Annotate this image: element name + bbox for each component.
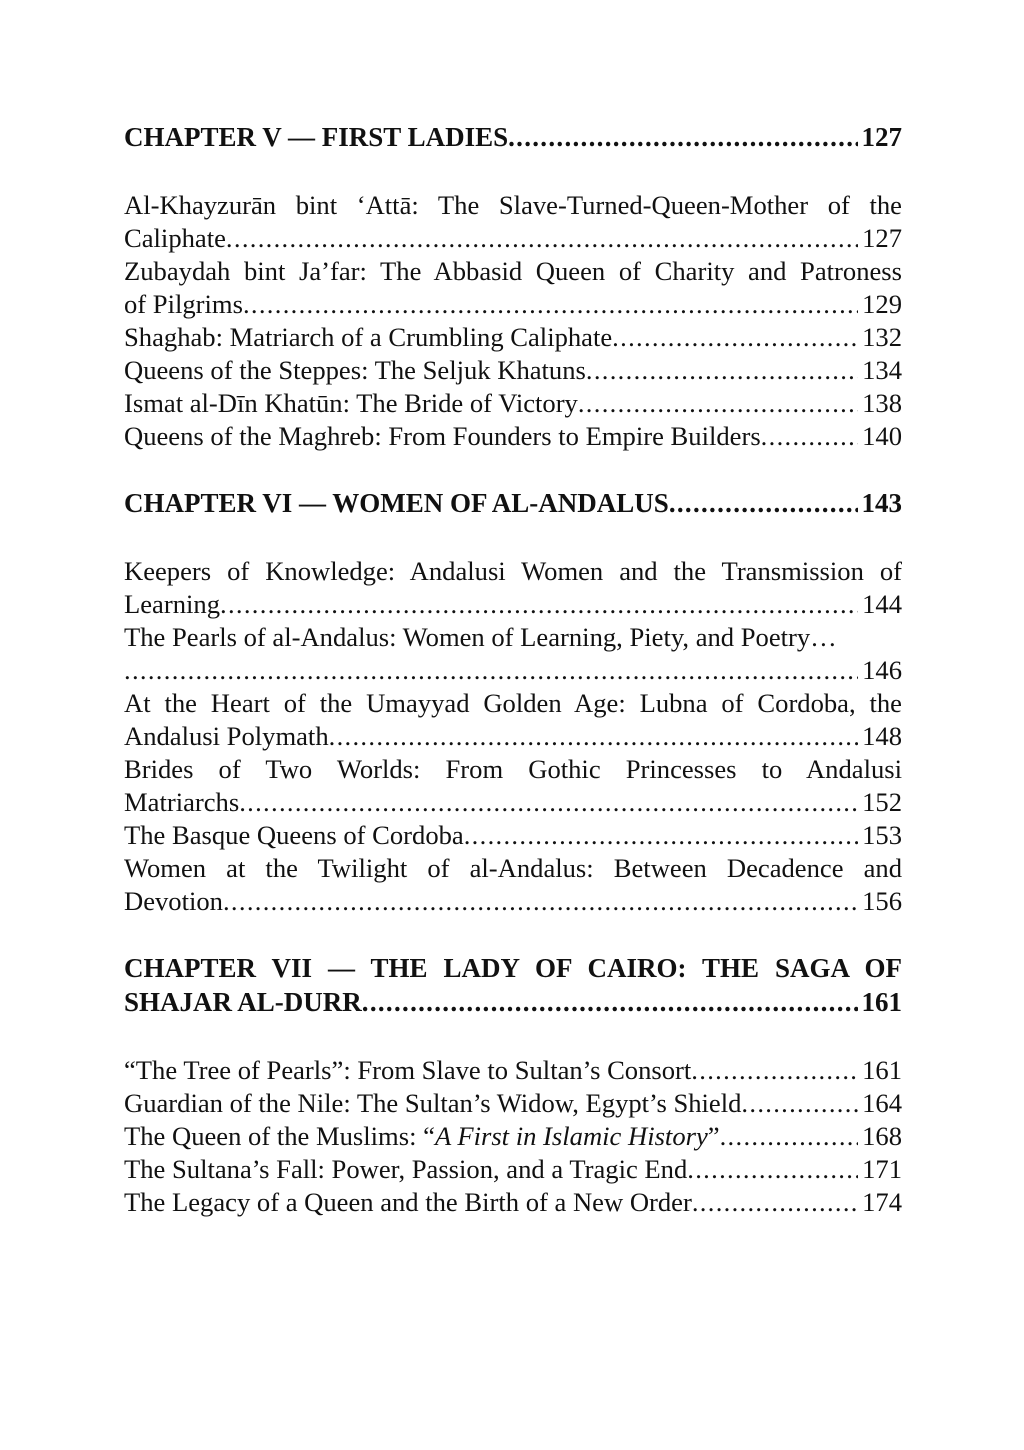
toc-entry[interactable]: [124, 1153, 902, 1186]
toc-entry[interactable]: [124, 321, 902, 354]
page-number: 164: [862, 1088, 902, 1118]
entry-title: “The Tree of Pearls”: From Slave to Sultan’s Consort: [124, 1055, 692, 1085]
leader-dots: [586, 354, 858, 387]
entry-title-line: Learning: [124, 589, 220, 619]
entry-title: Shaghab: Matriarch of a Crumbling Caliphate: [124, 322, 613, 352]
entry-title-line: Zubaydah bint Ja’far: The Abbasid Queen of Charity and Patroness: [124, 256, 902, 286]
page-number: 161: [862, 1055, 902, 1085]
leader-dots: [612, 321, 858, 354]
leader-dots: [362, 985, 858, 1019]
page-number: 138: [862, 388, 902, 418]
leader-dots: [761, 420, 858, 453]
entry-title-line: The Pearls of al-Andalus: Women of Learning, Piety, and Poetry…: [124, 622, 837, 652]
entry-title-part: The Queen of the Muslims: “: [124, 1121, 435, 1151]
leader-dots: [720, 1120, 859, 1153]
page-number: 144: [862, 589, 902, 619]
leader-dots: [691, 1054, 858, 1087]
toc-entry[interactable]: [124, 621, 902, 687]
entry-title: The Basque Queens of Cordoba: [124, 820, 464, 850]
toc-entry[interactable]: [124, 819, 902, 852]
toc-entry[interactable]: [124, 753, 902, 819]
entry-title: The Sultana’s Fall: Power, Passion, and a Tragic End: [124, 1154, 688, 1184]
leader-dots: [508, 120, 857, 154]
leader-dots: [124, 654, 858, 687]
toc-entry[interactable]: [124, 1186, 902, 1219]
page-number: 140: [862, 421, 902, 451]
page-number: 171: [862, 1154, 902, 1184]
leader-dots: [223, 885, 858, 918]
chapter-title: CHAPTER VI — WOMEN OF AL-ANDALUS: [124, 488, 669, 518]
leader-dots: [578, 387, 858, 420]
page-number: 153: [862, 820, 902, 850]
page-number: 148: [862, 721, 902, 751]
page-number: 127: [861, 122, 902, 152]
toc-entry[interactable]: [124, 1120, 902, 1153]
toc-entry[interactable]: [124, 1087, 902, 1120]
page-number: 156: [862, 886, 902, 916]
page-number: 146: [862, 655, 902, 685]
toc-entry[interactable]: [124, 189, 902, 255]
page-number: 143: [861, 488, 902, 518]
entry-title-italic: A First in Islamic History: [434, 1121, 708, 1151]
entry-title: Queens of the Maghreb: From Founders to Empire Builders: [124, 421, 761, 451]
entry-title-line: At the Heart of the Umayyad Golden Age: Lubna of Cordoba, the: [124, 688, 902, 718]
leader-dots: [220, 588, 858, 621]
page-number: 174: [862, 1187, 902, 1217]
entry-title-line: Women at the Twilight of al-Andalus: Between Decadence and: [124, 853, 902, 883]
chapter-heading-5[interactable]: [124, 120, 902, 154]
entry-title-line: of Pilgrims: [124, 289, 243, 319]
entry-title: Queens of the Steppes: The Seljuk Khatuns: [124, 355, 586, 385]
leader-dots: [741, 1087, 858, 1120]
entry-title-line: Caliphate: [124, 223, 226, 253]
entry-title: Ismat al-Dīn Khatūn: The Bride of Victory: [124, 388, 578, 418]
leader-dots: [226, 222, 858, 255]
page-number: 127: [862, 223, 902, 253]
leader-dots: [669, 486, 858, 520]
entry-title-line: Devotion: [124, 886, 223, 916]
chapter-title-line: SHAJAR AL-DURR: [124, 987, 362, 1017]
entry-title-line: Keepers of Knowledge: Andalusi Women and the Transmission of: [124, 556, 902, 586]
page-number: 168: [862, 1121, 902, 1151]
leader-dots: [239, 786, 858, 819]
chapter-heading-6[interactable]: [124, 486, 902, 520]
chapter-title: CHAPTER V — FIRST LADIES: [124, 122, 509, 152]
entry-title: Guardian of the Nile: The Sultan’s Widow, Egypt’s Shield: [124, 1088, 742, 1118]
toc-entry[interactable]: [124, 555, 902, 621]
page-number: 132: [862, 322, 902, 352]
leader-dots: [243, 288, 858, 321]
entry-title-line: Matriarchs: [124, 787, 240, 817]
toc-entry[interactable]: [124, 852, 902, 918]
page-number: 161: [861, 987, 902, 1017]
entry-title-line: Andalusi Polymath: [124, 721, 329, 751]
page-number: 152: [862, 787, 902, 817]
page-number: 134: [862, 355, 902, 385]
chapter-title-line: CHAPTER VII — THE LADY OF CAIRO: THE SAGA OF: [124, 953, 902, 983]
toc-entry[interactable]: [124, 354, 902, 387]
leader-dots: [464, 819, 858, 852]
table-of-contents: [124, 112, 902, 1219]
toc-entry[interactable]: [124, 1054, 902, 1087]
leader-dots: [692, 1186, 858, 1219]
entry-title-part: ”: [707, 1121, 720, 1151]
entry-title: The Legacy of a Queen and the Birth of a New Order: [124, 1187, 692, 1217]
toc-entry[interactable]: [124, 420, 902, 453]
toc-entry[interactable]: [124, 387, 902, 420]
entry-title-line: Brides of Two Worlds: From Gothic Princesses to Andalusi: [124, 754, 902, 784]
leader-dots: [687, 1153, 858, 1186]
leader-dots: [329, 720, 858, 753]
entry-title: [124, 1120, 720, 1153]
toc-entry[interactable]: [124, 255, 902, 321]
toc-entry[interactable]: [124, 687, 902, 753]
page-number: 129: [862, 289, 902, 319]
entry-title-line: Al-Khayzurān bint ‘Attā: The Slave-Turned-Queen-Mother of the: [124, 190, 902, 220]
chapter-heading-7[interactable]: [124, 951, 902, 1019]
